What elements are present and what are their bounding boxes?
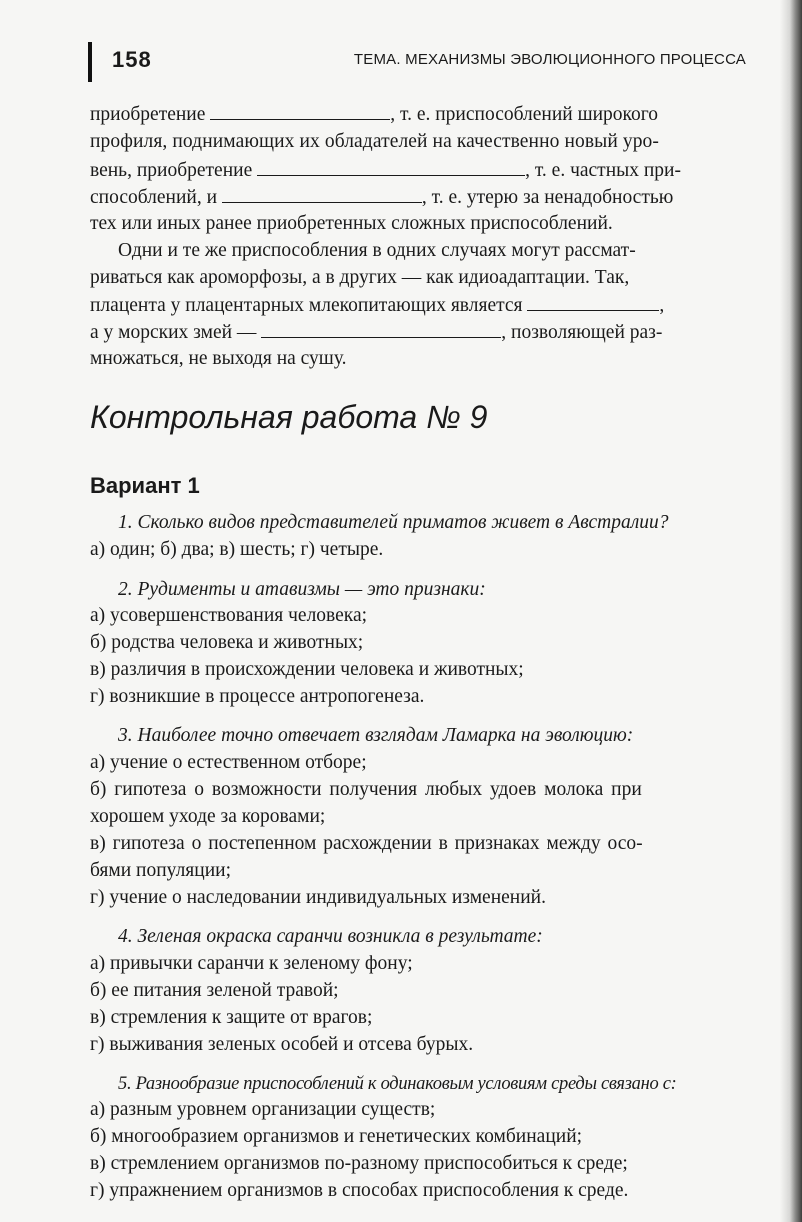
answer-option: б) ее питания зеленой травой; <box>90 980 339 1001</box>
answer-option: а) учение о естественном отборе; <box>90 752 367 773</box>
answer-blank <box>261 319 501 338</box>
page-edge-shadow <box>780 0 802 1222</box>
text-fragment: , т. е. приспособлений широкого <box>390 104 659 125</box>
answer-option: а) один; б) два; в) шесть; г) четыре. <box>90 539 384 560</box>
question-text: 2. Рудименты и атавизмы — это признаки: <box>118 579 486 600</box>
text-line: тех или иных ранее приобретенных сложных приспособлений. <box>90 213 613 234</box>
answer-option: в) стремлением организмов по-разному приспособиться к среде; <box>90 1153 628 1174</box>
text-fragment: а у морских змей — <box>90 322 257 343</box>
text-fragment: , т. е. частных при- <box>525 160 681 181</box>
answer-option: хорошем уходе за коровами; <box>90 806 326 827</box>
answer-option: б) гипотеза о возможности получения любых удоев молока при <box>90 779 642 800</box>
text-line: профиля, поднимающих их обладателей на качественно новый уро- <box>90 131 659 152</box>
section-title: Контрольная работа № 9 <box>90 399 488 435</box>
running-title: ТЕМА. МЕХАНИЗМЫ ЭВОЛЮЦИОННОГО ПРОЦЕССА <box>353 51 746 68</box>
answer-option: в) гипотеза о постепенном расхождении в признаках между осо- <box>90 833 643 854</box>
text-line: риваться как ароморфозы, а в других — как идиоадаптации. Так, <box>90 267 630 288</box>
answer-option: г) выживания зеленых особей и отсева бурых. <box>90 1034 474 1055</box>
text-line: множаться, не выходя на сушу. <box>90 348 347 369</box>
answer-blank <box>527 292 659 311</box>
page-number: 158 <box>112 47 152 72</box>
question-text: 4. Зеленая окраска саранчи возникла в результате: <box>118 926 543 947</box>
question-text: 5. Разнообразие приспособлений к одинаковым условиям среды связано с: <box>118 1074 677 1094</box>
text-line: Одни и те же приспособления в одних случаях могут рассмат- <box>118 240 636 261</box>
answer-option: а) разным уровнем организации существ; <box>90 1099 436 1120</box>
answer-blank <box>210 101 390 120</box>
answer-option: а) усовершенствования человека; <box>90 605 368 626</box>
answer-option: г) упражнением организмов в способах приспособления к среде. <box>90 1180 629 1201</box>
text-fragment: , позволяющей раз- <box>501 322 663 343</box>
answer-blank <box>257 157 525 176</box>
question-text: 1. Сколько видов представителей приматов живет в Австралии? <box>118 512 669 533</box>
text-line <box>90 157 681 184</box>
text-fragment: вень, приобретение <box>90 160 253 181</box>
answer-option: г) возникшие в процессе антропогенеза. <box>90 686 425 707</box>
text-fragment: плацента у плацентарных млекопитающих является <box>90 295 523 316</box>
text-fragment: способлений, и <box>90 187 218 208</box>
answer-option: в) различия в происхождении человека и животных; <box>90 659 524 680</box>
text-line <box>90 101 658 128</box>
answer-option: бями популяции; <box>90 860 231 881</box>
header-rule <box>88 42 92 82</box>
question-text: 3. Наиболее точно отвечает взглядам Ламарка на эволюцию: <box>118 725 634 746</box>
answer-option: г) учение о наследовании индивидуальных изменений. <box>90 887 546 908</box>
answer-option: б) многообразием организмов и генетических комбинаций; <box>90 1126 583 1147</box>
text-line <box>90 319 662 346</box>
answer-blank <box>222 184 422 203</box>
answer-option: б) родства человека и животных; <box>90 632 364 653</box>
text-line <box>90 184 673 211</box>
answer-option: а) привычки саранчи к зеленому фону; <box>90 953 413 974</box>
variant-title: Вариант 1 <box>90 473 200 498</box>
answer-option: в) стремления к защите от врагов; <box>90 1007 373 1028</box>
text-line <box>90 292 664 319</box>
text-fragment: приобретение <box>90 104 206 125</box>
text-fragment: , <box>659 295 665 316</box>
text-fragment: , т. е. утерю за ненадобностью <box>421 187 674 208</box>
